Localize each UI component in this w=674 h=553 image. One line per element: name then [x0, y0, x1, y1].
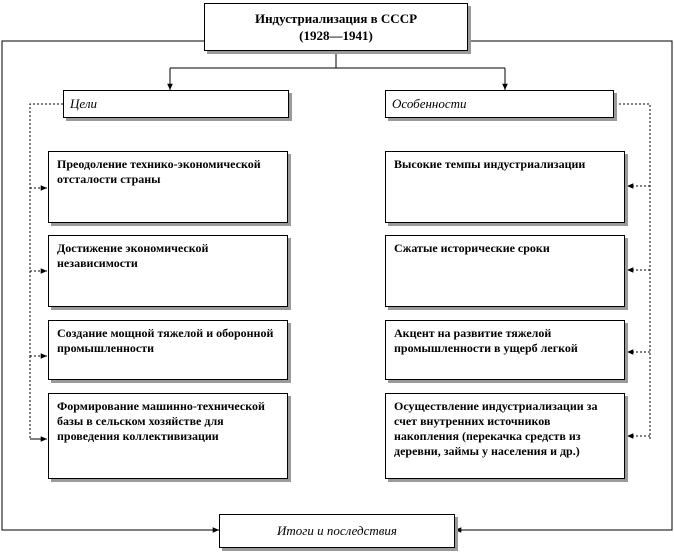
- goal-item-4: Формирование машинно-технической базы в сельском хозяйстве для проведения коллективизации: [48, 393, 288, 479]
- title-line2: (1928—1941): [299, 28, 373, 43]
- title-box: [204, 3, 468, 51]
- goals-header: Цели: [63, 90, 289, 118]
- goal-item-3: Создание мощной тяжелой и оборонной промышленности: [48, 320, 288, 380]
- feature-item-3: Акцент на развитие тяжелой промышленности в ущерб легкой: [385, 320, 625, 380]
- goal-item-2: Достижение экономической независимости: [48, 235, 288, 307]
- feature-item-2: Сжатые исторические сроки: [385, 235, 625, 307]
- feature-item-1: Высокие темпы индустриализации: [385, 151, 625, 223]
- goal-item-1: Преодоление технико-экономической отсталости страны: [48, 151, 288, 223]
- title-line1: Индустриализация в СССР: [254, 11, 418, 26]
- features-header: Особенности: [385, 90, 614, 118]
- footer-box: Итоги и последствия: [219, 514, 455, 548]
- feature-item-4: Осуществление индустриализации за счет внутренних источников накопления (перекачка средств из деревни, займы у населения и др.): [385, 393, 625, 479]
- goals-bus: [30, 104, 63, 356]
